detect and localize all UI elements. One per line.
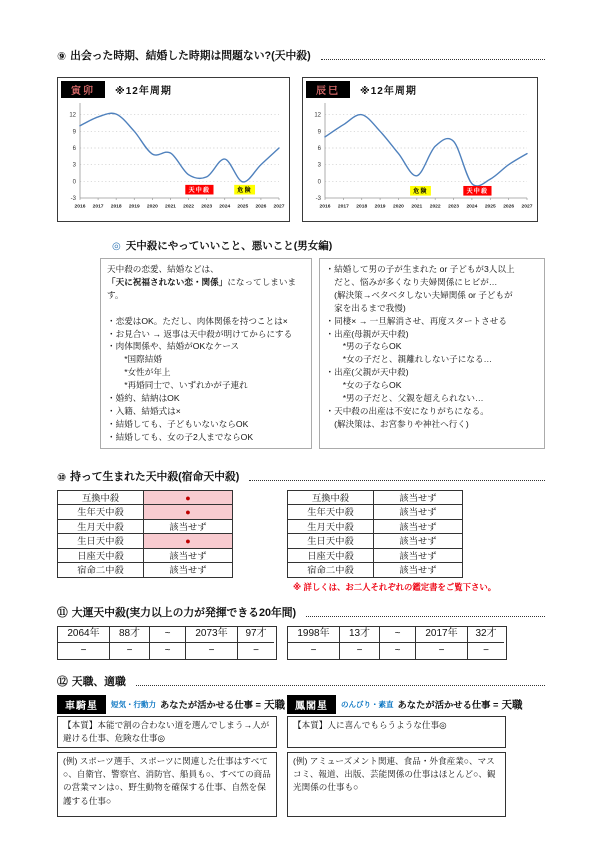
examples-box: (例) アミューズメント関連、食品・外食産業○、マスコミ、報道、出版、芸能関係の仕事はほとんど○、観光関係の仕事も○ — [287, 752, 506, 817]
row-label: 互換中殺 — [288, 491, 374, 505]
vocation-left — [57, 695, 285, 817]
svg-text:2018: 2018 — [356, 204, 368, 210]
section11-title-text: 大運天中殺(実力以上の力が発揮できる20年間) — [71, 606, 297, 619]
row-value: 該当せず — [144, 562, 232, 577]
period-cell: − — [468, 642, 504, 659]
row-label: 生月天中殺 — [58, 519, 144, 534]
period-cell: ~ — [380, 627, 416, 643]
svg-text:2027: 2027 — [273, 204, 285, 210]
row-value — [144, 504, 232, 519]
zodiac-tag: 辰巳 — [306, 81, 350, 98]
star-trait: のんびり・素直 — [341, 699, 394, 709]
line-chart — [58, 98, 286, 220]
svg-text:6: 6 — [317, 146, 321, 152]
daiun-table-left — [57, 626, 277, 660]
svg-text:2024: 2024 — [219, 204, 231, 210]
row-label: 生年天中殺 — [58, 504, 144, 519]
svg-text:9: 9 — [317, 129, 321, 136]
section10-number: ⑩ — [57, 471, 67, 484]
row-value: 該当せず — [374, 504, 462, 519]
svg-text:3: 3 — [72, 162, 76, 169]
svg-text:危険: 危険 — [413, 188, 428, 195]
period-cell: 32才 — [475, 628, 497, 640]
svg-text:2016: 2016 — [74, 204, 86, 210]
row-label: 宿命二中殺 — [58, 562, 144, 577]
star-trait: 短気・行動力 — [111, 699, 156, 709]
svg-text:2020: 2020 — [393, 204, 404, 210]
section11-title — [57, 605, 545, 620]
row-value: 該当せず — [374, 548, 462, 563]
svg-text:2025: 2025 — [484, 204, 496, 210]
text-line: (解決策は、お宮参りや神社へ行く) — [325, 418, 469, 429]
text-segment: になってしまいます。 — [107, 276, 297, 300]
vocation-header — [57, 695, 285, 714]
svg-text:-3: -3 — [315, 196, 321, 202]
period-cell: 13才 — [340, 627, 380, 643]
text-line: *国際結婚 — [107, 354, 162, 365]
section12-title — [57, 674, 545, 689]
svg-text:天中殺: 天中殺 — [188, 187, 211, 194]
period-cell: 88才 — [110, 627, 150, 643]
zodiac-tag: 寅卯 — [61, 81, 105, 98]
text-line: ・天中殺の出産は不安になりがちになる。 — [325, 405, 489, 416]
goodbad-right-box — [319, 258, 545, 449]
applies-dot-icon: ● — [185, 507, 191, 518]
row-value: 該当せず — [374, 533, 462, 548]
text-line: ・出産(父親が天中殺) — [325, 367, 409, 378]
text-line: ・入籍、結婚式は× — [107, 405, 181, 416]
row-value: 該当せず — [144, 548, 232, 563]
vocation-columns — [57, 695, 545, 817]
text-line: ・肉体関係や、結婚がOKなケース — [107, 341, 240, 352]
section11-number: ⑪ — [57, 606, 68, 619]
text-line: *男の子ならOK — [325, 341, 402, 352]
row-value: 該当せず — [374, 562, 462, 577]
row-label: 宿命二中殺 — [288, 562, 374, 577]
period-cell: 2017年 — [416, 627, 468, 643]
section12-title-text: 天職、適職 — [71, 675, 126, 688]
svg-text:2019: 2019 — [374, 204, 386, 210]
period-cell: − — [238, 642, 274, 659]
star-badge: 鳳閣星 — [287, 695, 336, 714]
text-line: (解決策→ベタベタしない夫婦関係 or 子どもが — [325, 289, 513, 300]
period-cell: − — [288, 642, 340, 659]
text-line: 天中殺の恋愛、結婚などは、 — [107, 264, 219, 274]
row-label: 日座天中殺 — [288, 548, 374, 563]
text-line: *女の子だと、親離れしない子になる… — [325, 354, 493, 365]
chart-header — [303, 78, 537, 98]
svg-text:2025: 2025 — [237, 204, 249, 210]
natal-table-right — [287, 490, 463, 578]
svg-text:3: 3 — [317, 162, 321, 169]
star-badge: 車騎星 — [57, 695, 106, 714]
row-value: 該当せず — [144, 519, 232, 534]
row-label: 生月天中殺 — [288, 519, 374, 534]
svg-text:2026: 2026 — [503, 204, 515, 210]
svg-text:2021: 2021 — [165, 204, 176, 210]
period-cell: ~ — [150, 642, 186, 659]
text-line: *再婚同士で、いずれかが子連れ — [107, 380, 248, 391]
text-line: *女性が年上 — [107, 367, 171, 378]
period-cell: − — [110, 642, 150, 659]
line-chart-torau — [58, 98, 289, 225]
text-line: ・恋愛はOK。ただし、肉体関係を持つことは× — [107, 315, 288, 326]
dotted-leader — [321, 59, 545, 60]
line-chart-tatsumi — [303, 98, 537, 225]
svg-text:12: 12 — [69, 112, 76, 119]
section10-title-text: 持って生まれた天中殺(宿命天中殺) — [70, 470, 240, 483]
text-line — [107, 276, 305, 302]
dotted-leader — [249, 480, 545, 481]
text-line: *女の子ならOK — [325, 380, 402, 391]
goodbad-left-box — [100, 258, 312, 449]
text-line: ・結婚して男の子が生まれた or 子どもが3人以上 — [325, 264, 515, 274]
natal-table-left — [57, 490, 233, 578]
text-line: *男の子だと、父親を超えられない… — [325, 393, 484, 404]
section10-title — [57, 469, 545, 484]
section9-title — [57, 48, 545, 63]
svg-text:2023: 2023 — [201, 204, 213, 210]
text-line: ・結婚しても、子どもいないならOK — [107, 418, 249, 429]
svg-text:2027: 2027 — [521, 204, 533, 210]
svg-text:危険: 危険 — [237, 187, 252, 194]
applies-dot-icon: ● — [185, 536, 191, 547]
period-cell: 97才 — [245, 628, 267, 640]
svg-text:2017: 2017 — [92, 204, 104, 210]
text-line: ・婚約、結納はOK — [107, 393, 180, 404]
text-line: ・出産(母親が天中殺) — [325, 328, 409, 339]
text-line: 家を出るまで我慢) — [325, 302, 406, 313]
period-cell: − — [340, 642, 380, 659]
svg-text:0: 0 — [317, 179, 321, 186]
line-chart — [303, 98, 534, 220]
text-line: だと、悩みが多くなり夫婦関係にヒビが… — [325, 276, 498, 287]
double-circle-icon: ◎ — [112, 241, 121, 252]
section9-title-text: 出会った時期、結婚した時期は問題ない?(天中殺) — [70, 50, 311, 62]
svg-text:0: 0 — [72, 179, 76, 186]
period-cell: 2073年 — [186, 627, 238, 643]
vocation-header — [287, 695, 523, 714]
period-cell: − — [186, 642, 238, 659]
goodbad-columns — [100, 258, 545, 449]
svg-text:9: 9 — [72, 129, 76, 136]
natal-tenchusatsu-tables — [57, 490, 545, 578]
vocation-header-strong: 天職 — [501, 698, 523, 711]
text-line: ・同棲× → 一旦解消させ、再度スタートさせる — [325, 315, 507, 326]
row-label: 生年天中殺 — [288, 504, 374, 519]
svg-text:-3: -3 — [70, 196, 76, 202]
svg-text:2023: 2023 — [448, 204, 459, 210]
detail-note: ※ 詳しくは、お二人それぞれの鑑定書をご覧下さい。 — [293, 581, 497, 592]
row-value: 該当せず — [374, 519, 462, 534]
goodbad-title: 天中殺にやっていいこと、悪いこと(男女編) — [125, 240, 333, 252]
row-value — [144, 533, 232, 548]
svg-text:2016: 2016 — [319, 204, 331, 210]
period-cell: − — [58, 642, 110, 659]
essence-box: 【本質】本能で割の合わない道を選んでしまう→人が避ける仕事、危険な仕事◎ — [57, 716, 277, 748]
chart-header — [58, 78, 289, 98]
essence-box: 【本質】人に喜んでもらうような仕事◎ — [287, 716, 506, 748]
charts-row — [57, 77, 545, 222]
svg-text:2018: 2018 — [110, 204, 122, 210]
row-value — [144, 491, 232, 505]
text-segment: 「天に祝福されない恋・関係」 — [107, 276, 228, 287]
vocation-header-text: あなたが活かせる仕事 = — [397, 700, 499, 711]
goodbad-header — [112, 238, 545, 253]
svg-text:2024: 2024 — [466, 204, 478, 210]
examples-box: (例) スポーツ選手、スポーツに関連した仕事はすべて○、自衛官、警察官、消防官、船員も○、すべての商品の営業マンは○、野生動物を確保する仕事、自然を保護する仕事○ — [57, 752, 277, 817]
section9-number: ⑨ — [57, 51, 67, 63]
period-cell: ~ — [150, 627, 186, 643]
text-line — [107, 302, 305, 315]
svg-text:2019: 2019 — [128, 204, 140, 210]
row-value: 該当せず — [399, 492, 437, 503]
period-cell: ~ — [380, 642, 416, 659]
svg-text:2020: 2020 — [146, 204, 158, 210]
svg-text:2021: 2021 — [411, 204, 423, 210]
cycle-note: ※12年周期 — [115, 86, 172, 97]
svg-text:2026: 2026 — [255, 204, 267, 210]
chart-box-torau — [57, 77, 290, 222]
daiun-tables — [57, 626, 545, 660]
svg-text:6: 6 — [72, 146, 76, 152]
svg-text:2017: 2017 — [337, 204, 349, 210]
row-label: 生日天中殺 — [288, 533, 374, 548]
period-cell: 1998年 — [288, 627, 340, 643]
section12-number: ⑫ — [57, 675, 68, 688]
svg-text:天中殺: 天中殺 — [466, 188, 489, 195]
applies-dot-icon: ● — [185, 492, 191, 503]
svg-text:12: 12 — [314, 112, 321, 119]
vocation-header-strong: 天職 — [263, 698, 285, 711]
row-label: 日座天中殺 — [58, 548, 144, 563]
period-cell: 2064年 — [58, 627, 110, 643]
text-line: ・お見合い → 返事は天中殺が明けてからにする — [107, 328, 293, 339]
chart-box-tatsumi — [302, 77, 538, 222]
svg-text:2022: 2022 — [183, 204, 194, 210]
row-label: 生日天中殺 — [58, 533, 144, 548]
vocation-header-text: あなたが活かせる仕事 = — [160, 700, 261, 711]
row-label: 互換中殺 — [58, 491, 144, 505]
cycle-note: ※12年周期 — [360, 86, 417, 97]
dotted-leader — [306, 616, 545, 617]
svg-text:2022: 2022 — [429, 204, 441, 210]
period-cell: − — [416, 642, 468, 659]
text-line: ・結婚しても、女の子2人までならOK — [107, 431, 254, 442]
vocation-right — [287, 695, 523, 817]
daiun-table-right — [287, 626, 507, 660]
dotted-leader — [136, 685, 545, 686]
